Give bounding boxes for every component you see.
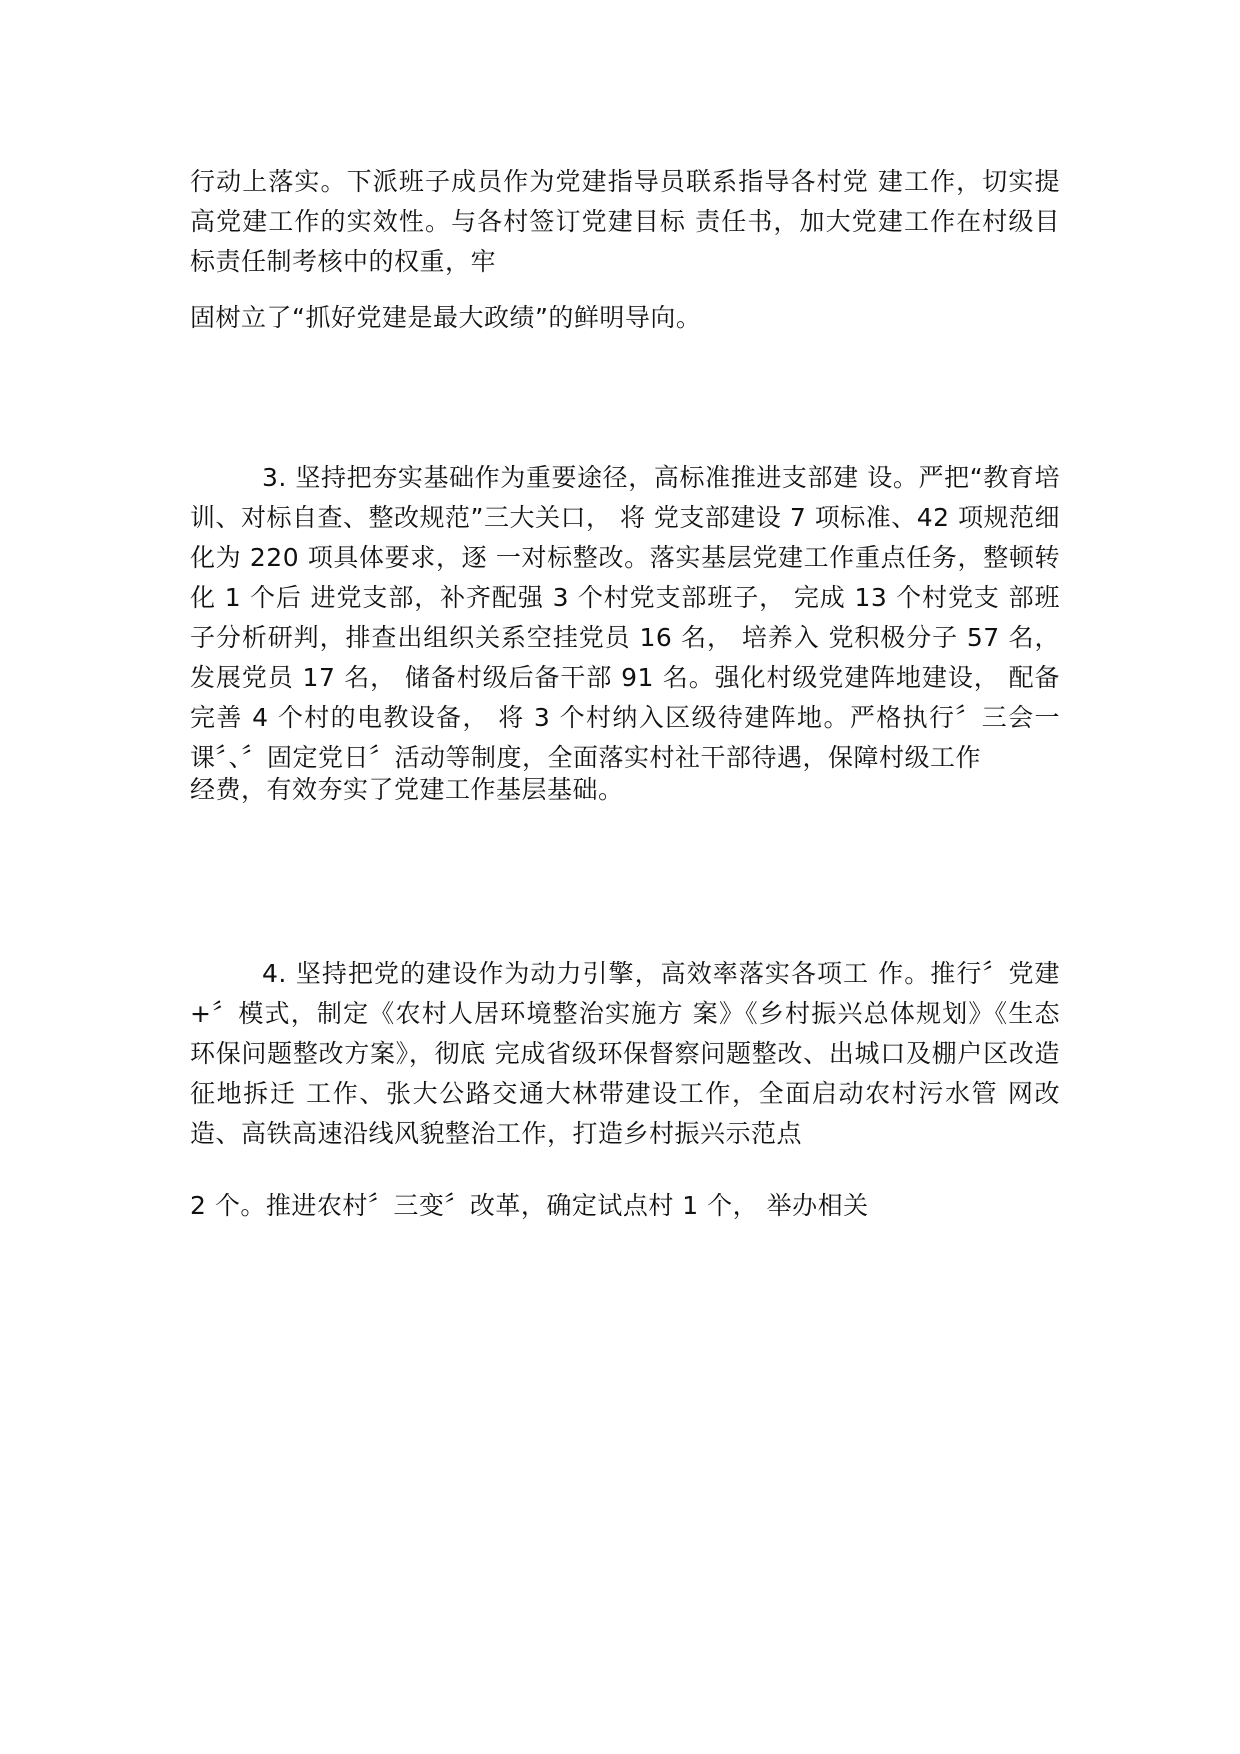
paragraph-text: 经费，有效夯实了党建工作基层基础。 [190, 775, 624, 804]
paragraph-text: 2 个。推进农村〞三变〞改革，确定试点村 1 个， 举办相关 [190, 1191, 869, 1220]
paragraph-text: 固树立了“抓好党建是最大政绩”的鲜明导向。 [190, 303, 702, 332]
paragraph-text: 行动上落实。下派班子成员作为党建指导员联系指导各村党 建工作，切实提高党建工作的实效性。与各村签订党建目标 责任书，加大党建工作在村级目标责任制考核中的权重，牢 [190, 167, 1060, 276]
paragraph-section-4: 4. 坚持把党的建设作为动力引擎，高效率落实各项工 作。推行〞党建+〞模式，制定《农村人居环境整治实施方 案》《乡村振兴总体规划》《生态环保问题整改方案》，彻底 完成省级环保督察问题整改、出城口及棚户区改造征地拆迁 工作、张大公路交通大林带建设工作，全面启动农村污水管 网改造、高铁高速沿线风貌整治工作，打造乡村振兴示范点 [190, 959, 1060, 1148]
paragraph-section-3: 3. 坚持把夯实基础作为重要途径，高标准推进支部建 设。严把“教育培训、对标自查、整改规范”三大关口， 将 党支部建设 7 项标准、42 项规范细化为 220 项具体要求，逐 一对标整改。落实基层党建工作重点任务，整顿转化 1 个后 进党支部，补齐配强 3 个村党支部班子， 完成 13 个村党支 部班子分析研判，排查出组织关系空挂党员 16 名， 培养入 党积极分子 57 名， 发展党员 17 名， 储备村级后备干部 91 名。强化村级党建阵地建设， 配备完善 4 个村的电教设备， 将 3 个村纳入区级待建阵地。严格执行〞三会一课〞、〞固定党日〞活动等制度，全面落实村社干部待遇，保障村级工作 [190, 463, 1060, 772]
